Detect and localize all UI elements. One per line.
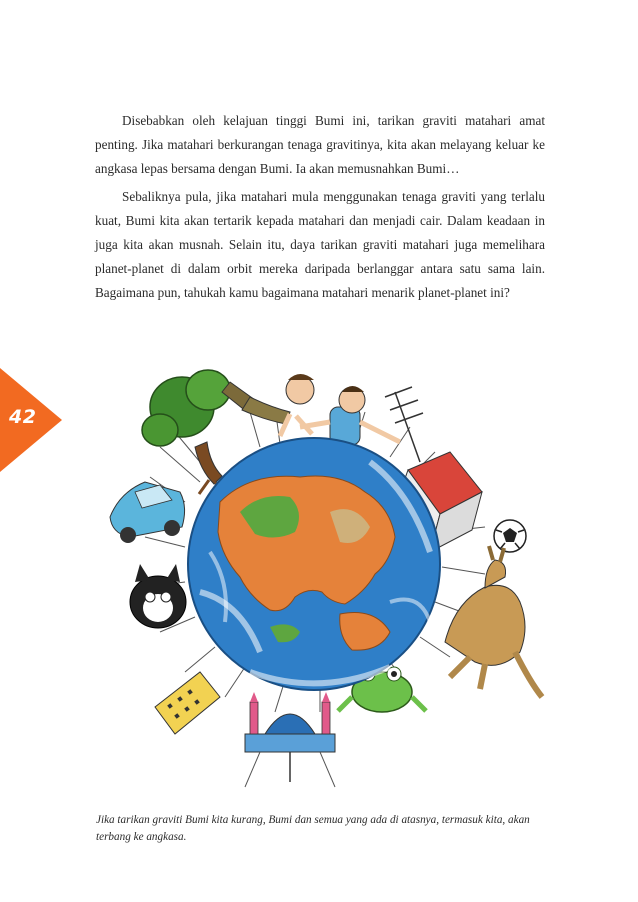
car-icon xyxy=(110,482,185,543)
gravity-illustration xyxy=(90,352,545,808)
page-number: 42 xyxy=(9,406,37,428)
cat-icon xyxy=(130,564,186,628)
kangaroo-icon xyxy=(445,546,542,697)
paragraph-2: Sebaliknya pula, jika matahari mula menggunakan tenaga graviti yang terlalu kuat, Bumi kita akan tertarik kepada matahari dan menjadi cair. Dalam keadaan in juga kita akan musnah. Selain itu, daya tarikan graviti matahari juga memelihara planet-planet di dalam orbit mereka daripada berlanggar antara satu sama lain. Bagaimana pun, tahukah kamu bagaimana matahari menarik planet-planet ini? xyxy=(95,189,545,300)
paragraph-1: Disebabkan oleh kelajuan tinggi Bumi ini, tarikan graviti matahari amat penting. Jika matahari berkurangan tenaga gravitinya, kita akan melayang keluar ke angkasa lepas bersama dengan Bumi. Ia akan memusnahkan Bumi… xyxy=(95,113,545,176)
figure-caption: Jika tarikan graviti Bumi kita kurang, Bumi dan semua yang ada di atasnya, termasuk kita, akan terbang ke angkasa. xyxy=(96,814,530,843)
illustration xyxy=(90,352,545,808)
tree-icon xyxy=(142,370,232,498)
page-number-tab xyxy=(0,368,62,472)
skyscraper-icon xyxy=(155,672,220,734)
body-text xyxy=(95,109,545,305)
globe-icon xyxy=(188,438,440,690)
tv-antenna-icon xyxy=(385,387,423,462)
mosque-icon xyxy=(245,692,335,787)
football-icon xyxy=(494,520,526,552)
